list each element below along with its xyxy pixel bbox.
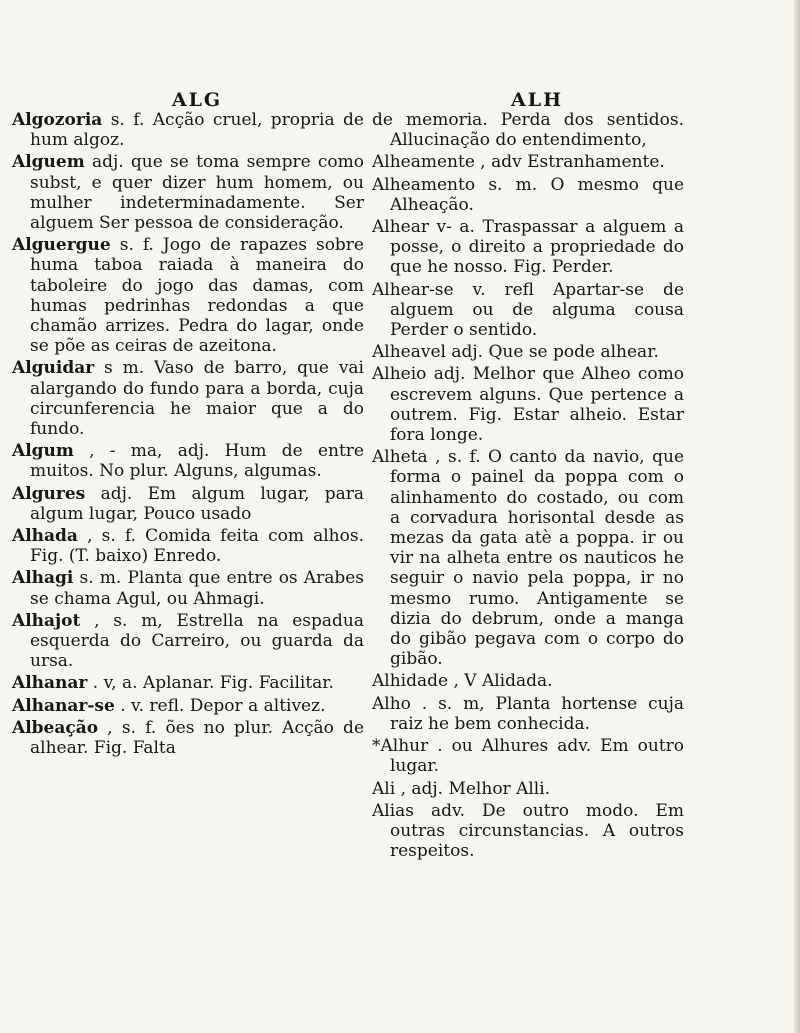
entry-headword: Alho <box>372 693 411 714</box>
dictionary-entry <box>12 611 364 672</box>
entry-headword: Alhanar-se <box>12 695 115 716</box>
entry-definition: , adv Estranhamente. <box>480 152 665 173</box>
entry-definition: , s. f. O canto da navio, que forma o painel da poppa com o alinhamento do costado, ou com a corvadura horisontal desde as mezas da gata atè a poppa. ir ou vir na alheta entre os nauticos he seguir o navio pela poppa, ir no mesmo rumo. Antigamente se dizia do debrum, onde a manga do gibão pegava com o corpo do gibão. <box>390 447 685 670</box>
entry-definition: v- a. Traspassar a alguem a posse, o direito a propriedade do que he nosso. Fig. Perder. <box>390 217 684 278</box>
dictionary-entry <box>372 217 684 278</box>
dictionary-entry <box>372 736 684 776</box>
dictionary-entry <box>372 110 684 150</box>
entry-definition: adv. De outro modo. Em outras circunstancias. A outros respeitos. <box>390 800 684 862</box>
entry-definition: s m. Vaso de barro, que vai alargando do fundo para a borda, cuja circunferencia he maior que a do fundo. <box>30 358 364 440</box>
dictionary-entry <box>372 175 684 215</box>
entry-headword: Alias <box>372 800 415 821</box>
entry-headword: Algum <box>12 441 74 462</box>
dictionary-entry <box>372 801 684 862</box>
dictionary-entry <box>12 110 364 150</box>
entry-definition: . ou Alhures adv. Em outro lugar. <box>390 736 685 777</box>
entry-headword: Alhear-se <box>372 279 454 300</box>
dictionary-entry <box>12 484 364 524</box>
entry-definition: , - ma, adj. Hum de entre muitos. No plur. Alguns, algumas. <box>30 441 364 482</box>
dictionary-entry <box>12 696 364 716</box>
entry-headword: Alheio <box>372 364 427 385</box>
entry-definition: s. m. O mesmo que Alheação. <box>390 174 685 215</box>
entry-definition: s. m. Planta que entre os Arabes se chama Agul, ou Ahmagi. <box>30 568 364 609</box>
right-entry-list <box>372 110 684 861</box>
right-column <box>372 90 684 863</box>
dictionary-entry <box>12 235 364 356</box>
entry-definition: . v. refl. Depor a altivez. <box>120 695 326 716</box>
entry-definition: , V Alidada. <box>453 671 553 692</box>
entry-headword: Alhagi <box>12 568 74 589</box>
entry-definition: s. f. Acção cruel, propria de hum algoz. <box>30 110 364 151</box>
entry-headword: Alguidar <box>12 358 95 379</box>
left-column <box>12 90 364 760</box>
dictionary-entry <box>372 671 684 691</box>
dictionary-entry <box>12 568 364 608</box>
page-edge-shadow <box>794 0 800 1033</box>
entry-definition: adj. Melhor que Alheo como escrevem alguns. Que pertence a outrem. Fig. Estar alheio. Estar fora longe. <box>390 364 685 446</box>
entry-definition: , s. f. ões no plur. Acção de alhear. Fig. Falta <box>30 717 365 759</box>
entry-headword: Algozoria <box>12 110 103 130</box>
right-column-header: ALH <box>510 89 564 111</box>
left-column-header: ALG <box>171 89 223 111</box>
dictionary-entry <box>12 526 364 566</box>
entry-headword: Ali <box>372 778 396 799</box>
entry-headword: Alhear <box>372 217 429 238</box>
dictionary-entry <box>12 673 364 693</box>
entry-definition: , s. m, Estrella na espadua esquerda do Carreiro, ou guarda da ursa. <box>30 610 365 672</box>
entry-definition: , s. f. Comida feita com alhos. Fig. (T. baixo) Enredo. <box>30 526 364 567</box>
entry-headword: Alhidade <box>372 671 449 692</box>
dictionary-entry <box>372 694 684 734</box>
entry-headword: Alhada <box>12 526 78 547</box>
dictionary-entry <box>12 358 364 439</box>
entry-headword: Alheamento <box>372 174 476 195</box>
entry-headword: Alheta <box>372 447 428 468</box>
left-entry-list <box>12 110 364 758</box>
entry-headword: *Alhur <box>372 736 429 757</box>
dictionary-entry <box>372 447 684 669</box>
entry-headword: Alguergue <box>12 235 111 256</box>
dictionary-entry <box>372 342 684 362</box>
entry-definition: adj. que se toma sempre como subst, e quer dizer hum homem, ou mulher indeterminadamente. Ser alguem Ser pessoa de consideração. <box>30 152 365 234</box>
entry-definition: adj. Em algum lugar, para algum lugar, Pouco usado <box>30 483 364 524</box>
entry-headword: Alhajot <box>12 610 81 631</box>
entry-definition: de memoria. Perda dos sentidos. Allucinação do entendimento, <box>372 110 684 151</box>
entry-definition: . v, a. Aplanar. Fig. Facilitar. <box>92 673 334 694</box>
dictionary-entry <box>372 779 684 799</box>
dictionary-entry <box>372 364 684 445</box>
entry-headword: Albeação <box>12 717 99 738</box>
entry-headword: Alheamente <box>372 152 475 173</box>
dictionary-entry <box>372 152 684 172</box>
entry-definition: v. refl Apartar-se de alguem ou de alguma cousa Perder o sentido. <box>390 279 684 341</box>
dictionary-entry <box>12 441 364 481</box>
entry-headword: Alheavel <box>372 342 446 363</box>
entry-headword: Alguem <box>12 152 85 173</box>
dictionary-entry <box>12 152 364 233</box>
dictionary-entry <box>372 280 684 341</box>
entry-headword: Alhanar <box>12 673 88 694</box>
dictionary-entry <box>12 718 364 758</box>
entry-headword: Algures <box>12 483 86 504</box>
entry-definition: adj. Que se pode alhear. <box>451 342 659 363</box>
entry-definition: , adj. Melhor Alli. <box>400 778 551 799</box>
entry-definition: . s. m, Planta hortense cuja raiz he bem conhecida. <box>390 693 685 734</box>
entry-definition: s. f. Jogo de rapazes sobre huma taboa raiada à maneira do taboleire do jogo das damas, com humas pedrinhas redondas a que chamão arrizes. Pedra do lagar, onde se põe as ceiras de azeitona. <box>30 235 364 357</box>
